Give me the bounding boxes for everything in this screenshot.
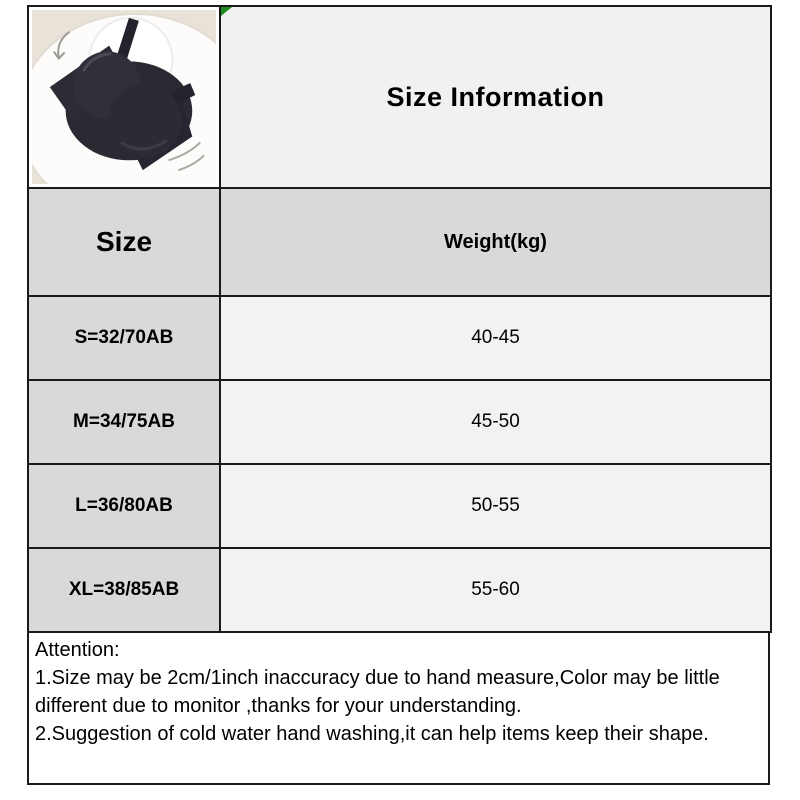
- weight-value-m: 45-50: [220, 380, 771, 464]
- table-row: [28, 380, 771, 464]
- attention-note-1: 1.Size may be 2cm/1inch inaccuracy due to hand measure,Color may be little different due to monitor ,thanks for your understanding.: [35, 667, 720, 717]
- attention-heading: Attention:: [35, 639, 120, 661]
- table-row: [28, 464, 771, 548]
- column-header-size: Size: [28, 188, 220, 296]
- size-chart-sheet: [27, 5, 770, 785]
- size-value-xl: XL=38/85AB: [28, 548, 220, 632]
- table-header-row: [28, 188, 771, 296]
- green-corner-marker-icon: [221, 7, 232, 16]
- product-photo: [32, 10, 216, 184]
- attention-note-2: 2.Suggestion of cold water hand washing,it can help items keep their shape.: [35, 723, 709, 745]
- size-value-m: M=34/75AB: [28, 380, 220, 464]
- title-cell: [220, 6, 771, 188]
- attention-box: [27, 631, 770, 785]
- size-value-l: L=36/80AB: [28, 464, 220, 548]
- size-value-s: S=32/70AB: [28, 296, 220, 380]
- page-title: Size Information: [386, 81, 605, 112]
- weight-value-xl: 55-60: [220, 548, 771, 632]
- table-row: [28, 548, 771, 632]
- product-photo-cell: [28, 6, 220, 188]
- weight-value-l: 50-55: [220, 464, 771, 548]
- weight-value-s: 40-45: [220, 296, 771, 380]
- column-header-weight: Weight(kg): [220, 188, 771, 296]
- top-row: [28, 6, 771, 188]
- bra-cup-right: [108, 84, 181, 157]
- size-table: [27, 5, 772, 633]
- table-row: [28, 296, 771, 380]
